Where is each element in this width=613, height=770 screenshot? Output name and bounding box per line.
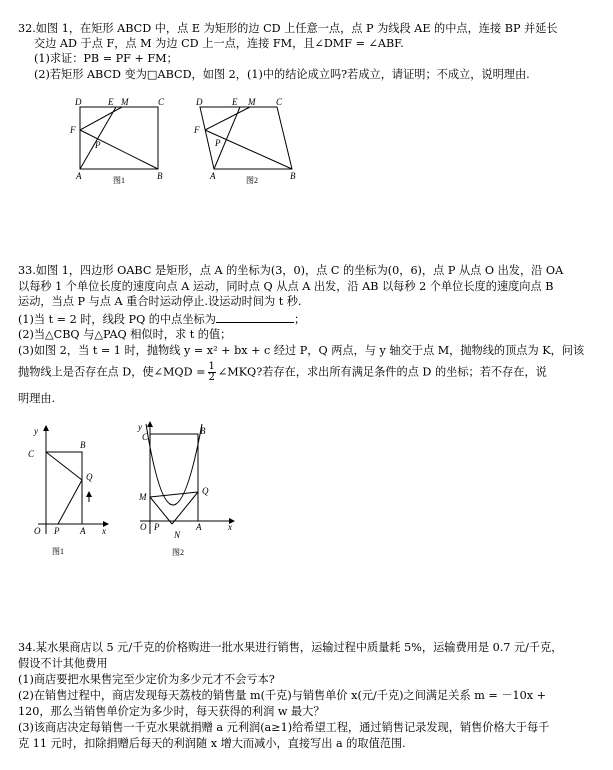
label-p: P — [54, 526, 60, 536]
q33-line-5: (2)当△CBQ 与△PAQ 相似时，求 t 的值； — [18, 328, 232, 341]
q34-line-5: 120，那么当销售单价定为多少时，每天获得的利润 w 最大？ — [18, 705, 325, 718]
label-p: P — [215, 138, 221, 148]
label-x: x — [102, 526, 106, 536]
label-a: A — [80, 526, 86, 536]
label-d: D — [196, 97, 203, 107]
label-a: A — [196, 522, 202, 532]
fraction-denominator: 2 — [208, 372, 215, 383]
figure-caption: 图1 — [113, 176, 125, 184]
q34-line-2: 假设不计其他费用 — [18, 657, 108, 670]
segment-bf — [205, 130, 292, 169]
label-c: C — [28, 449, 35, 459]
label-c: C — [142, 432, 149, 442]
q32-line-4: (2)若矩形 ABCD 变为□ABCD，如图 2，(1)中的结论成立吗?若成立，请证明；不成立，说明理由. — [34, 68, 530, 81]
q34-line-3: (1)商店要把水果售完至少定价为多少元才不会亏本? — [18, 673, 275, 686]
segment-ae — [80, 107, 116, 169]
label-f: F — [70, 125, 76, 135]
q33-line-1: 33.如图 1，四边形 OABC 是矩形，点 A 的坐标为(3，0)，点 C 的坐标为(0，6)，点 P 从点 O 出发，沿 OA — [18, 264, 564, 277]
q33-part3-text-a: 抛物线上是否存在点 D，使∠MQD = — [18, 365, 206, 379]
q34-line-4: (2)在销售过程中，商店发现每天荔枝的销售量 m(千克)与销售单价 x(元/千克)之间满足关系 m = －10x + — [18, 689, 546, 702]
segment-pq — [58, 480, 82, 524]
q33-line-2: 以每秒 1 个单位长度的速度向点 A 运动，同时点 Q 从点 A 出发，沿 AB 以每秒 2 个单位长度的速度向点 B — [18, 280, 554, 293]
label-e: E — [232, 97, 238, 107]
label-o: O — [34, 526, 41, 536]
q33-line-3: 运动，当点 P 与点 A 重合时运动停止.设运动时间为 t 秒. — [18, 295, 302, 308]
label-c: C — [158, 97, 165, 107]
fraction-numerator: 1 — [208, 361, 215, 372]
label-m: M — [121, 97, 129, 107]
q33-part1-end: ； — [293, 313, 306, 326]
q34-line-7: 克 11 元时，扣除捐赠后每天的利润随 x 增大而减小，直接写出 a 的取值范围. — [18, 737, 406, 750]
segment-mq — [150, 492, 198, 497]
q33-line-6: (3)如图 2，当 t = 1 时，抛物线 y = x² + bx + c 经过 P，Q 两点，与 y 轴交于点 M，抛物线的顶点为 K，问该 — [18, 344, 585, 357]
q34-line-6: (3)该商店决定每销售一千克水果就捐赠 a 元利润(a≥1)给希望工程，通过销售记录发现，销售价格大于每千 — [18, 721, 550, 734]
label-p: P — [154, 522, 160, 532]
q32-line-1: 32.如图 1，在矩形 ABCD 中，点 E 为矩形的边 CD 上任意一点，点 P 为线段 AE 的中点，连接 BP 并延长 — [18, 22, 558, 35]
label-x: x — [228, 522, 232, 532]
fraction-one-half — [208, 362, 216, 383]
label-o: O — [140, 522, 147, 532]
label-y: y — [138, 422, 142, 432]
label-m: M — [248, 97, 256, 107]
label-d: D — [75, 97, 82, 107]
figure-caption: 图1 — [52, 547, 64, 556]
label-m: M — [139, 492, 147, 502]
figure-caption: 图2 — [172, 548, 184, 557]
q33-part1-text: (1)当 t = 2 时，线段 PQ 的中点坐标为 — [18, 313, 216, 326]
rect-abcd — [80, 107, 158, 169]
segment-fm — [205, 107, 250, 130]
segment-mk — [150, 497, 172, 524]
label-a: A — [76, 171, 82, 181]
label-b: B — [80, 440, 86, 450]
label-n: N — [174, 530, 181, 540]
label-e: E — [108, 97, 114, 107]
label-a: A — [210, 171, 216, 181]
q33-part3-text-b: ∠MKQ?若存在，求出所有满足条件的点 D 的坐标；若不存在，说 — [217, 365, 547, 379]
q32-line-2: 交边 AD 于点 F，点 M 为边 CD 上一点，连接 FM，且∠DMF = ∠ABF. — [34, 37, 404, 50]
q33-figure-1 — [24, 422, 114, 562]
label-p: P — [95, 140, 101, 150]
label-b: B — [200, 426, 206, 436]
segment-kq — [172, 492, 198, 524]
q32-figure-2 — [190, 94, 310, 184]
q32-line-3: (1)求证：PB = PF + FM； — [34, 52, 178, 65]
segment-cq — [46, 452, 82, 480]
q33-line-4 — [18, 312, 305, 327]
label-b: B — [290, 171, 296, 181]
figure-caption: 图2 — [246, 176, 258, 184]
label-q: Q — [202, 486, 209, 496]
q33-line-8: 明理由. — [18, 392, 56, 405]
label-q: Q — [86, 472, 93, 482]
label-y: y — [34, 426, 38, 436]
answer-blank — [216, 312, 294, 323]
parallelogram-abcd — [200, 107, 292, 169]
q33-line-7 — [18, 362, 547, 383]
q32-figure-1 — [64, 94, 174, 184]
q33-figure-2 — [132, 418, 242, 562]
q34-line-1: 34.某水果商店以 5 元/千克的价格购进一批水果进行销售，运输过程中质量耗 5%，运输费用是 0.7 元/千克， — [18, 641, 563, 654]
segment-fm — [80, 107, 122, 130]
label-f: F — [194, 125, 200, 135]
label-b: B — [157, 171, 163, 181]
label-c: C — [276, 97, 283, 107]
